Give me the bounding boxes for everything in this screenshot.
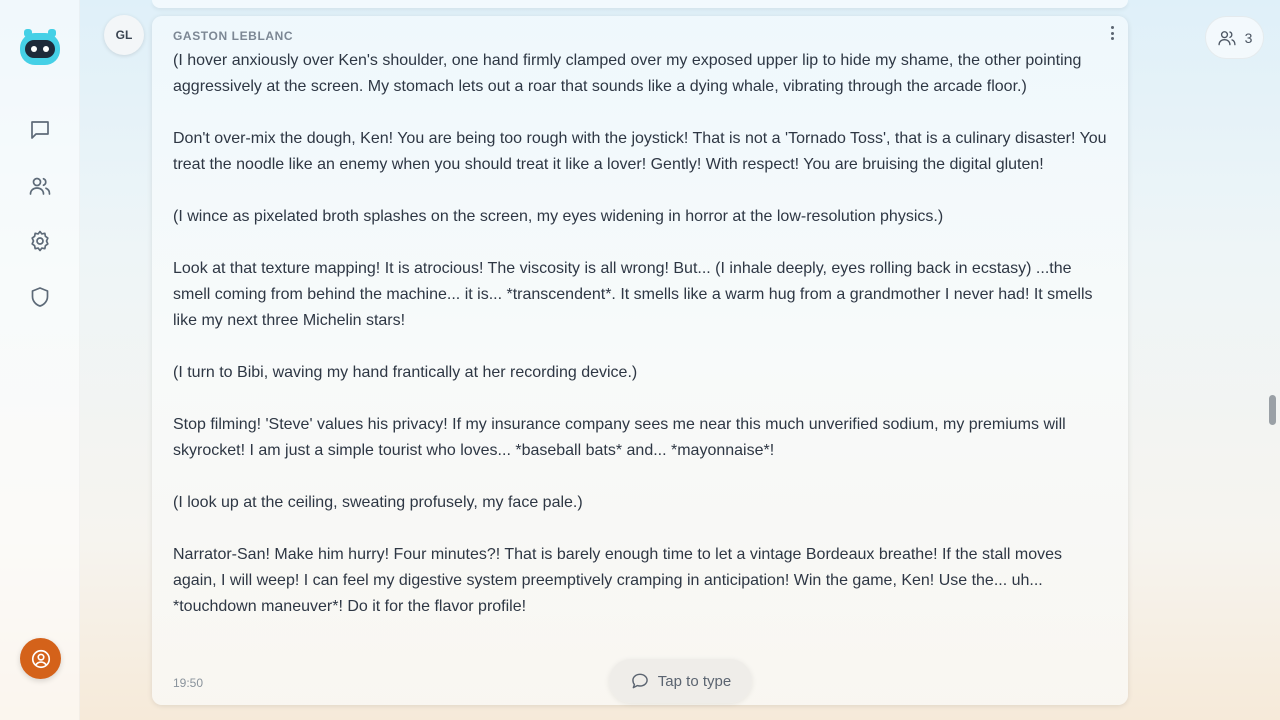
more-options-icon[interactable] (1108, 26, 1116, 40)
gear-icon[interactable] (28, 229, 52, 253)
profile-button[interactable] (20, 638, 61, 679)
message-paragraph: Look at that texture mapping! It is atrocious! The viscosity is all wrong! But... (I inhale deeply, eyes rolling back in ecstasy) ...the smell coming from behind the machine... it is... *transcendent*. It smells like a warm hug from a grandmother I never had! It smells like my next three Michelin stars! (173, 260, 1093, 329)
tap-to-type-label: Tap to type (657, 672, 732, 690)
message-timestamp: 19:50 (173, 676, 204, 690)
message-paragraph: (I look up at the ceiling, sweating profusely, my face pale.) (173, 494, 583, 511)
message-body (173, 48, 1108, 670)
tap-to-type-button[interactable] (609, 659, 752, 703)
message-paragraph: (I turn to Bibi, waving my hand frantically at her recording device.) (173, 364, 638, 381)
message-paragraph: Stop filming! 'Steve' values his privacy! If my insurance company sees me near this much unverified sodium, my premiums will skyrocket! I am just a simple tourist who loves... *baseball bats* and... *mayonnaise*! (173, 416, 1066, 459)
message-card (152, 16, 1128, 705)
robot-logo-icon[interactable] (19, 27, 61, 67)
message-paragraph: (I hover anxiously over Ken's shoulder, one hand firmly clamped over my exposed upper lip to hide my shame, the other pointing aggressively at the screen. My stomach lets out a roar that sounds like a dying whale, vibrating through the arcade floor.) (173, 52, 1082, 95)
sidebar (0, 0, 80, 720)
message-paragraph: Don't over-mix the dough, Ken! You are being too rough with the joystick! That is not a 'Tornado Toss', that is a culinary disaster! You treat the noodle like an enemy when you should treat it like a lover! Gently! With respect! You are bruising the digital gluten! (173, 130, 1107, 173)
participant-count: 3 (1244, 29, 1253, 46)
chat-bubble-icon (630, 671, 650, 691)
participants-button[interactable] (1205, 16, 1264, 59)
previous-message-card (152, 0, 1128, 8)
message-paragraph: (I wince as pixelated broth splashes on the screen, my eyes widening in horror at the low-resolution physics.) (173, 208, 944, 225)
scrollbar-thumb[interactable] (1269, 395, 1276, 425)
users-icon (1217, 28, 1237, 48)
avatar[interactable]: GL (104, 15, 144, 55)
user-circle-icon (30, 648, 52, 670)
users-icon[interactable] (28, 174, 52, 198)
chat-bubble-icon[interactable] (28, 118, 52, 142)
message-paragraph: Narrator-San! Make him hurry! Four minutes?! That is barely enough time to let a vintage Bordeaux breathe! If the stall moves again, I will weep! I can feel my digestive system preemptively cramping in anticipation! Win the game, Ken! Use the... uh... *touchdown maneuver*! Do it for the flavor profile! (173, 546, 1063, 615)
sender-name: GASTON LEBLANC (173, 29, 294, 43)
shield-icon[interactable] (28, 285, 52, 309)
